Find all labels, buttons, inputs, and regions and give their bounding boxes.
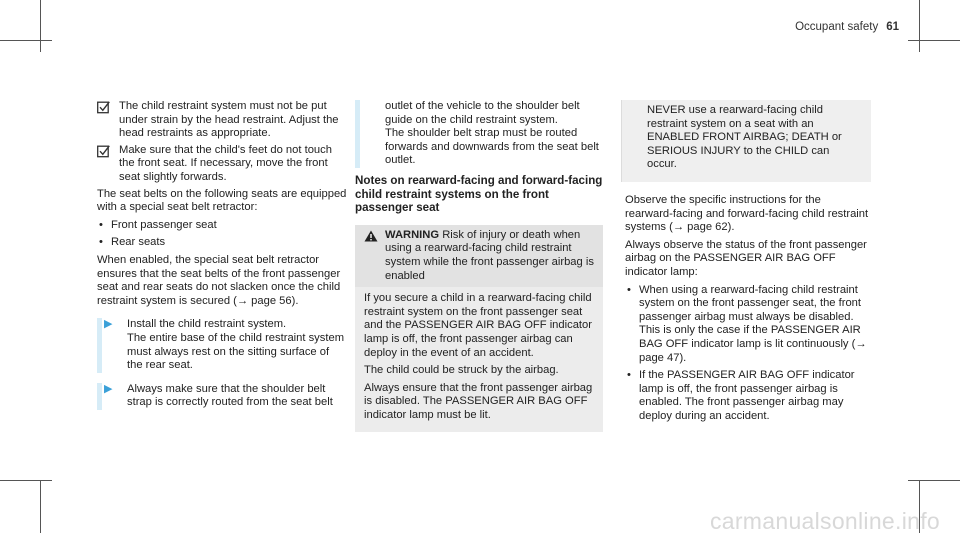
bullet-list: [97, 219, 347, 250]
warning-body: [355, 287, 603, 432]
step-bar: [355, 100, 360, 168]
step-detail: The entire base of the child restraint system must always rest on the sitting surface of the rear seat.: [127, 331, 345, 372]
step-text: Install the child restraint system.: [127, 318, 287, 331]
section-heading: Notes on rearward-facing and forward-facing child restraint systems on the front passenger seat: [355, 173, 603, 215]
crop-mark: [0, 40, 52, 41]
step-text: Always make sure that the shoulder belt strap is correctly routed from the seat belt: [127, 382, 333, 409]
page-header: [795, 21, 899, 35]
warning-triangle-icon: [364, 230, 378, 242]
right-column: [621, 100, 871, 427]
bullet-list: [625, 284, 871, 424]
list-item: • When using a rearward-facing child restraint system on the front passenger seat, the front passenger airbag must always be disabled. This is only the case if the PASSENGER AIR BAG OFF indicator lamp is lit continuously (→ page 47).: [625, 284, 871, 366]
instruction-step: [97, 318, 347, 372]
warning-paragraph: The child could be struck by the airbag.: [364, 364, 559, 377]
step-arrow-icon: ▶: [104, 382, 113, 395]
warning-header: [355, 225, 603, 287]
watermark: carmanualsonline.info: [709, 508, 940, 534]
step-detail: The shoulder belt strap must be routed forwards and downwards from the seat belt outlet.: [385, 127, 599, 167]
page-number: 61: [886, 21, 899, 33]
checklist-item: [97, 144, 347, 185]
warning-paragraph: Always ensure that the front passenger airbag is disabled. The PASSENGER AIR BAG OFF indicator lamp must be lit.: [364, 381, 593, 421]
paragraph: Always observe the status of the front passenger airbag on the PASSENGER AIR BAG OFF indicator lamp:: [625, 238, 867, 278]
paragraph: The seat belts on the following seats are equipped with a special seat belt retractor:: [97, 187, 347, 214]
step-arrow-icon: ▶: [104, 318, 113, 331]
middle-column: [355, 100, 603, 432]
checklist-text: The child restraint system must not be put under strain by the head restraint. Adjust the head restraints as appropriate.: [119, 100, 339, 140]
checkbox-check-icon: [97, 101, 110, 114]
left-column: [97, 100, 347, 416]
checkbox-check-icon: [97, 145, 110, 158]
checklist-item: [97, 100, 347, 141]
step-text: outlet of the vehicle to the shoulder belt guide on the child restraint system.: [385, 100, 580, 126]
instruction-step-continued: [355, 100, 603, 168]
section-title: Occupant safety: [795, 21, 879, 33]
checklist-text: Make sure that the child's feet do not touch the front seat. If necessary, move the front seat slightly forwards.: [119, 143, 332, 183]
list-item: • Rear seats: [97, 236, 347, 250]
crop-mark: [0, 480, 52, 481]
crop-mark: [40, 0, 41, 52]
warning-label: WARNING: [385, 228, 440, 241]
paragraph: Observe the specific instructions for the rearward-facing and forward-facing child restraint systems (→ page 62).: [625, 193, 869, 234]
list-item: • Front passenger seat: [97, 219, 347, 233]
step-bar: [97, 318, 102, 372]
caution-box: [621, 100, 871, 182]
crop-mark: [40, 480, 41, 533]
paragraph: When enabled, the special seat belt retractor ensures that the seat belts of the front passenger seat and rear seats do not slacken once the child restraint system is secured (→ page 56).: [97, 253, 341, 307]
list-item: • If the PASSENGER AIR BAG OFF indicator lamp is off, the front passenger airbag is enabled. The front passenger airbag may deploy during an accident.: [625, 369, 871, 423]
crop-mark: [919, 0, 920, 52]
right-text: [621, 194, 871, 424]
warning-paragraph: If you secure a child in a rearward-facing child restraint system on the front passenger seat and the PASSENGER AIR BAG OFF indicator lamp is off, the front passenger airbag can deploy in the event of an accident.: [364, 292, 592, 359]
instruction-step: [97, 383, 347, 410]
caution-text: NEVER use a rearward-facing child restraint system on a seat with an ENABLED FRONT AIRBAG; DEATH or SERIOUS INJURY to the CHILD can occur.: [647, 104, 842, 171]
warning-box: [355, 225, 603, 433]
warning-title: Risk of injury or death when using a rearward-facing child restraint system while the front passenger airbag is enabled: [385, 228, 594, 282]
crop-mark: [908, 40, 960, 41]
crop-mark: [908, 480, 960, 481]
step-bar: [97, 383, 102, 410]
